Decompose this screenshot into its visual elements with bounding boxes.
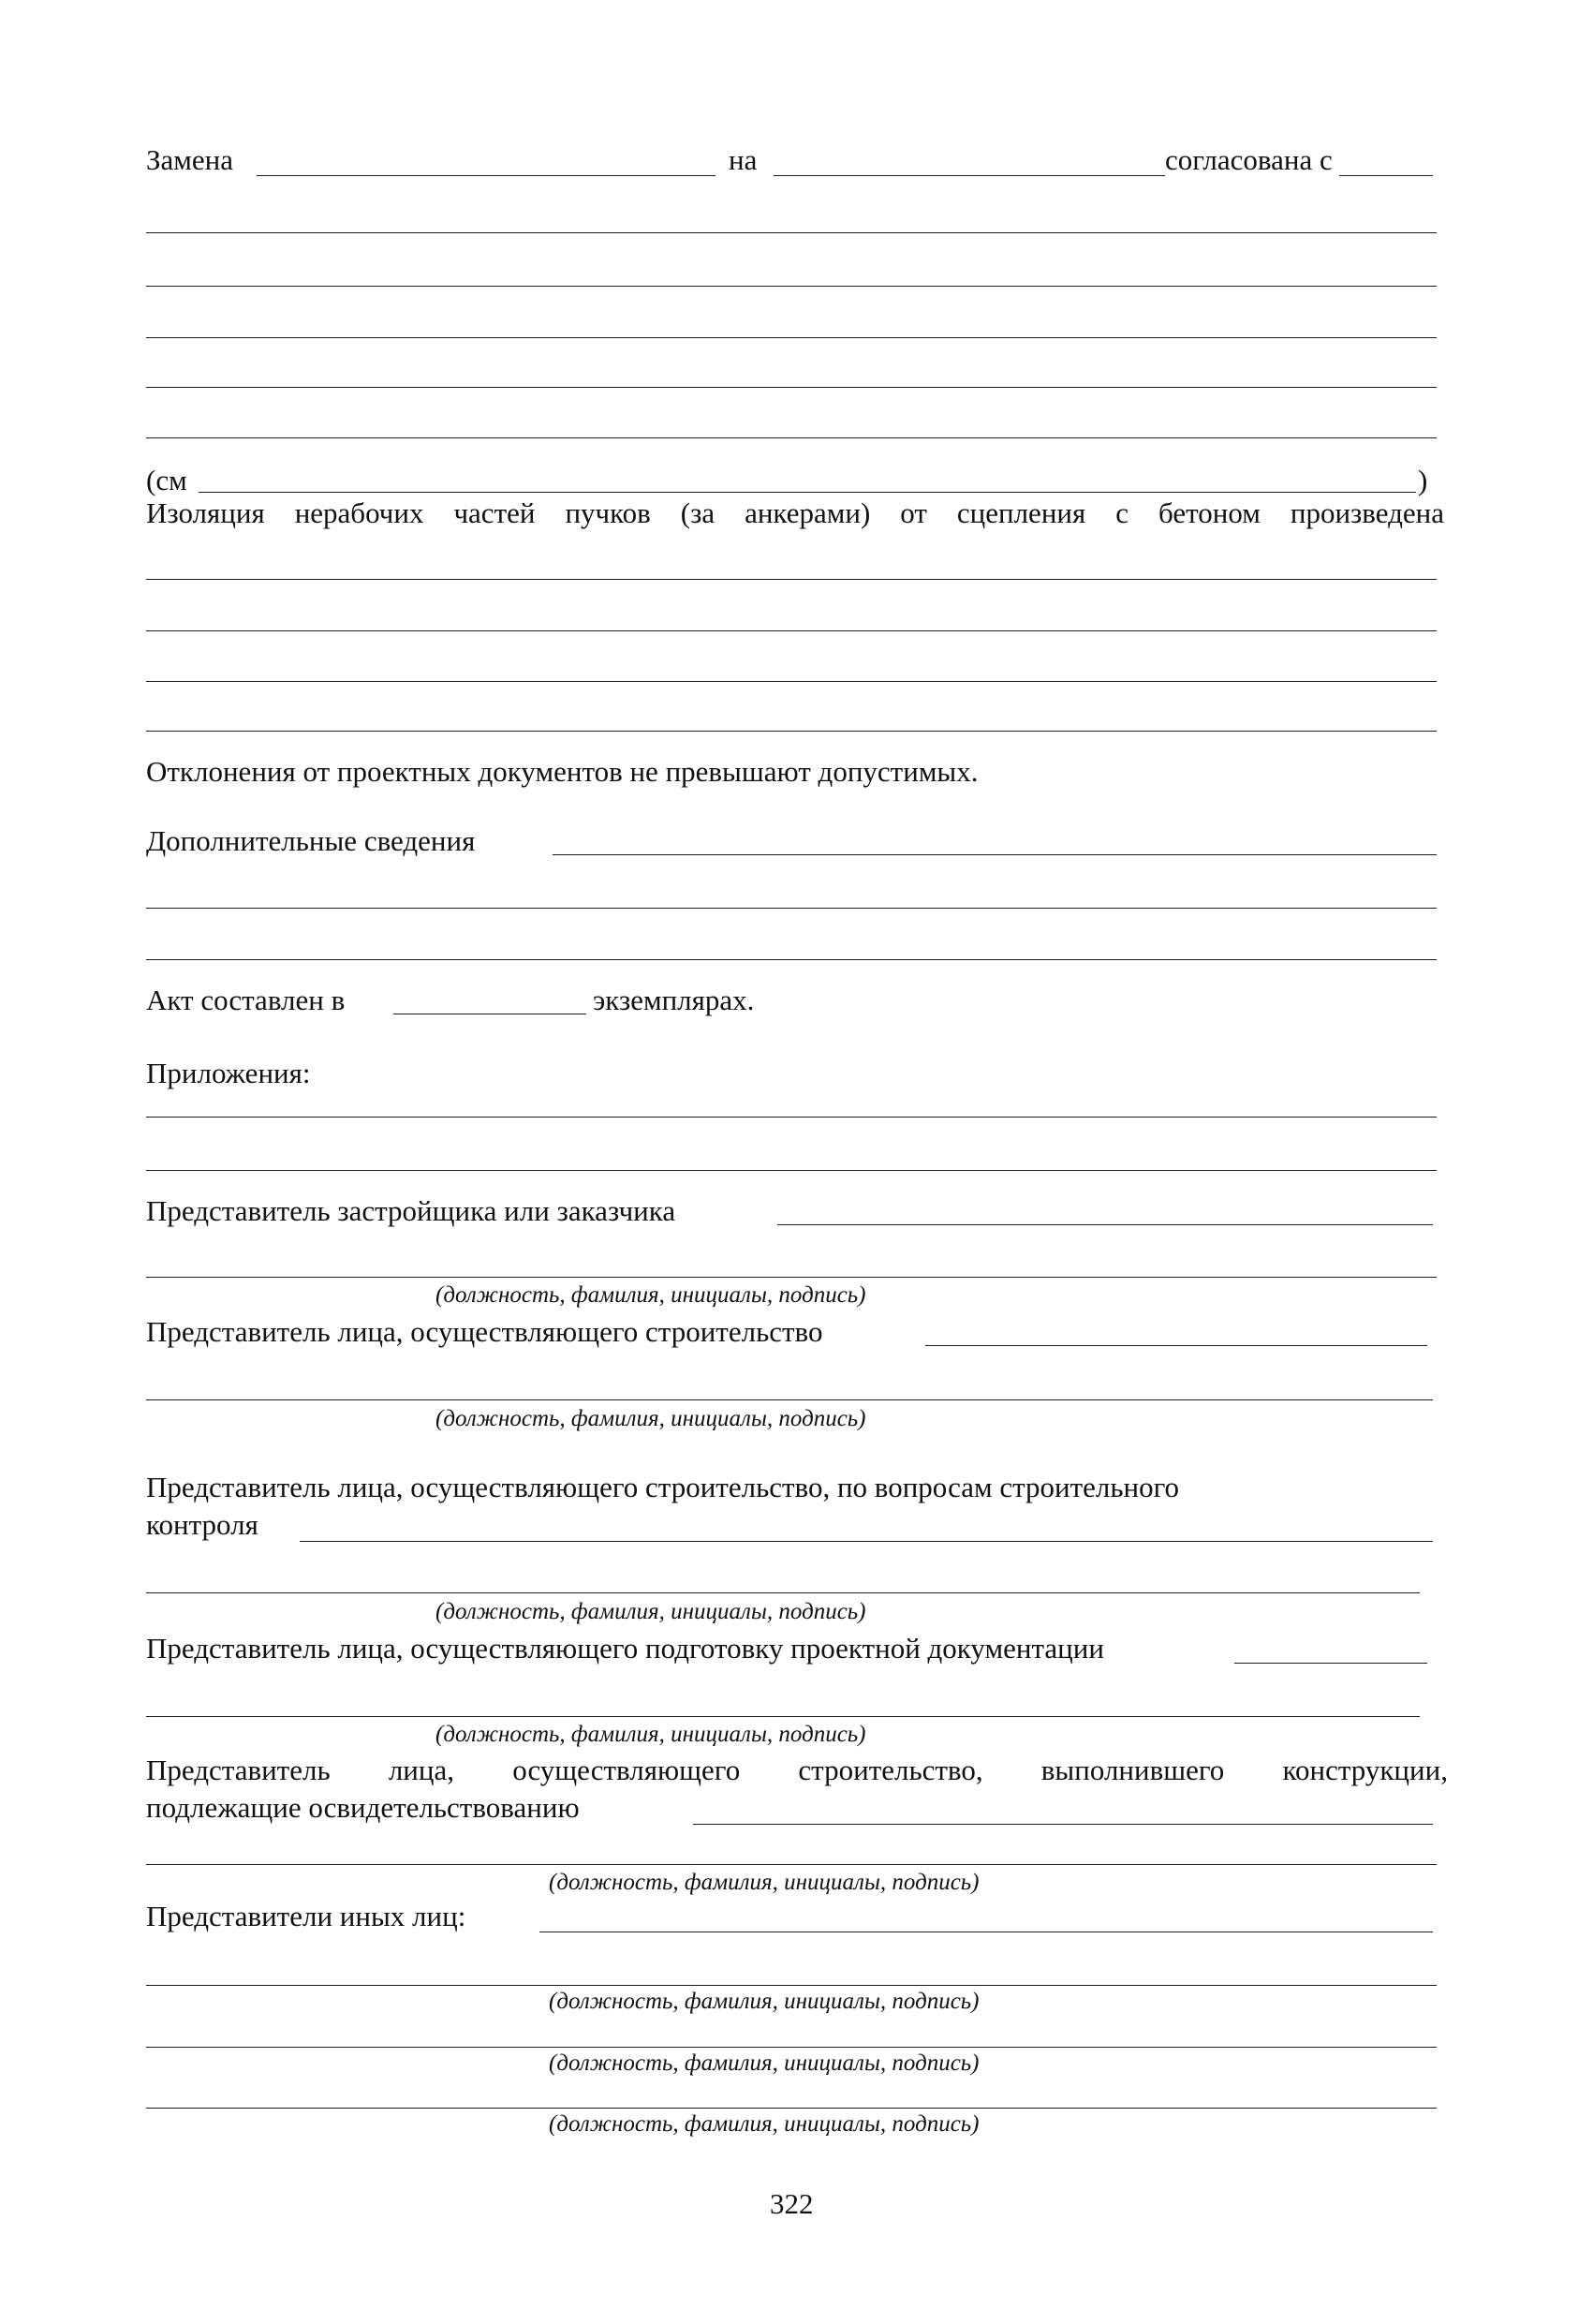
- additional-info-label: Дополнительные сведения: [146, 824, 476, 857]
- builder-representative-field[interactable]: [925, 1345, 1427, 1346]
- page-number: 322: [770, 2187, 814, 2220]
- agreed-with-field[interactable]: [1339, 175, 1433, 176]
- signature-line[interactable]: [146, 2047, 1437, 2048]
- other-representatives-label: Представители иных лиц:: [146, 1900, 466, 1932]
- blank-line[interactable]: [146, 337, 1437, 338]
- signature-line[interactable]: [146, 1985, 1437, 1986]
- developer-representative-field[interactable]: [777, 1224, 1433, 1225]
- blank-line[interactable]: [146, 286, 1437, 287]
- signature-line[interactable]: [146, 1277, 1437, 1278]
- design-representative-field[interactable]: [1234, 1663, 1427, 1664]
- replacement-from-field[interactable]: [257, 175, 715, 176]
- blank-line[interactable]: [146, 908, 1437, 909]
- see-reference-field[interactable]: [199, 492, 1416, 493]
- signature-caption: (должность, фамилия, инициалы, подпись): [435, 1282, 866, 1308]
- signature-caption: (должность, фамилия, инициалы, подпись): [549, 2111, 980, 2137]
- executor-word: выполнившего: [1040, 1754, 1225, 1786]
- blank-line[interactable]: [146, 959, 1437, 960]
- control-representative-label-line2: контроля: [146, 1508, 258, 1541]
- control-representative-field[interactable]: [300, 1541, 1433, 1542]
- additional-info-field[interactable]: [553, 854, 1437, 855]
- executor-word: строительство,: [798, 1754, 983, 1786]
- blank-line[interactable]: [146, 437, 1437, 438]
- isolation-text: Изоляция нерабочих частей пучков (за анкерами) от сцепления с бетоном произведена: [146, 496, 1444, 529]
- developer-representative-label: Представитель застройщика или заказчика: [146, 1194, 676, 1227]
- design-representative-label: Представитель лица, осуществляющего подготовку проектной документации: [146, 1632, 1104, 1665]
- signature-caption: (должность, фамилия, инициалы, подпись): [549, 1870, 980, 1895]
- control-representative-label-line1: Представитель лица, осуществляющего строительство, по вопросам строительного: [146, 1471, 1180, 1503]
- blank-line[interactable]: [146, 1170, 1437, 1171]
- signature-line[interactable]: [146, 1592, 1420, 1593]
- blank-line[interactable]: [146, 731, 1437, 732]
- executor-word: конструкции,: [1282, 1754, 1448, 1786]
- blank-line[interactable]: [146, 387, 1437, 388]
- copies-prefix: Акт составлен в: [146, 984, 346, 1016]
- see-reference-open: (см: [146, 464, 187, 496]
- blank-line[interactable]: [146, 1117, 1437, 1118]
- copies-suffix: экземплярах.: [593, 984, 755, 1016]
- signature-line[interactable]: [146, 2108, 1437, 2109]
- executor-word: Представитель: [146, 1754, 331, 1786]
- signature-caption: (должность, фамилия, инициалы, подпись): [549, 1989, 980, 2014]
- blank-line[interactable]: [146, 630, 1437, 631]
- blank-line[interactable]: [146, 681, 1437, 682]
- blank-line[interactable]: [146, 232, 1437, 233]
- replacement-label: Замена: [146, 143, 234, 176]
- agreed-with-label: согласована с: [1165, 143, 1333, 176]
- signature-line[interactable]: [146, 1399, 1433, 1400]
- signature-caption: (должность, фамилия, инициалы, подпись): [435, 1599, 866, 1624]
- signature-caption: (должность, фамилия, инициалы, подпись): [435, 1406, 866, 1431]
- builder-representative-label: Представитель лица, осуществляющего строительство: [146, 1315, 823, 1348]
- on-label: на: [729, 143, 758, 176]
- executor-word: осуществляющего: [512, 1754, 741, 1786]
- deviations-text: Отклонения от проектных документов не превышают допустимых.: [146, 755, 979, 788]
- attachments-label: Приложения:: [146, 1057, 311, 1089]
- executor-representative-label-line1: [146, 1754, 1448, 1787]
- see-reference-close: ): [1418, 464, 1428, 496]
- signature-caption: (должность, фамилия, инициалы, подпись): [549, 2050, 980, 2076]
- executor-representative-field[interactable]: [693, 1824, 1433, 1825]
- replacement-to-field[interactable]: [774, 175, 1165, 176]
- blank-line[interactable]: [146, 579, 1437, 580]
- signature-line[interactable]: [146, 1716, 1420, 1717]
- signature-caption: (должность, фамилия, инициалы, подпись): [435, 1722, 866, 1747]
- executor-representative-label-line2: подлежащие освидетельствованию: [146, 1791, 580, 1824]
- executor-word: лица,: [388, 1754, 454, 1786]
- signature-line[interactable]: [146, 1864, 1437, 1865]
